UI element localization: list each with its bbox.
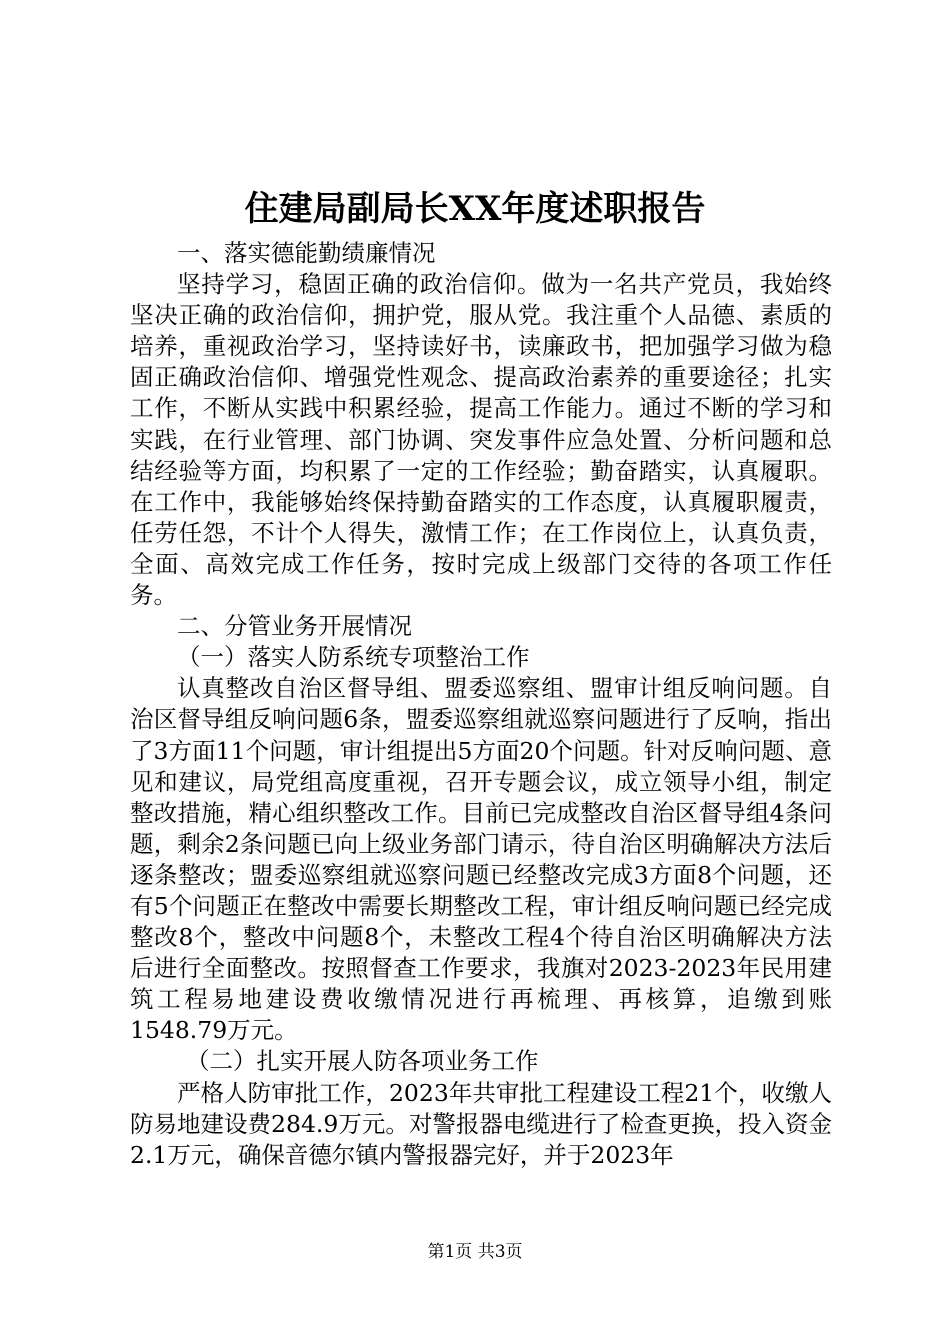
subsection-1-paragraph: 认真整改自治区督导组、盟委巡察组、盟审计组反响问题。自治区督导组反响问题6条，盟委巡察组就巡察问题进行了反响，指出了3方面11个问题，审计组提出5方面20个问题。针对反响问题、意见和建议，局党组高度重视，召开专题会议，成立领导小组，制定整改措施，精心组织整改工作。目前已完成整改自治区督导组4条问题，剩余2条问题已向上级业务部门请示，待自治区明确解决方法后逐条整改；盟委巡察组就巡察问题已经整改完成3方面8个问题，还有5个问题正在整改中需要长期整改工程，审计组反响问题已经完成整改8个，整改中问题8个，未整改工程4个待自治区明确解决方法后进行全面整改。按照督查工作要求，我旗对2023-2023年民用建筑工程易地建设费收缴情况进行再梳理、再核算，追缴到账1548.79万元。 [130, 674, 832, 1045]
subsection-heading-1: （一）落实人防系统专项整治工作 [177, 643, 530, 672]
section-1-paragraph: 坚持学习，稳固正确的政治信仰。做为一名共产党员，我始终坚决正确的政治信仰，拥护党，服从党。我注重个人品德、素质的培养，重视政治学习，坚持读好书，读廉政书，把加强学习做为稳固正确政治信仰、增强党性观念、提高政治素养的重要途径；扎实工作，不断从实践中积累经验，提高工作能力。通过不断的学习和实践，在行业管理、部门协调、突发事件应急处置、分析问题和总结经验等方面，均积累了一定的工作经验；勤奋踏实，认真履职。在工作中，我能够始终保持勤奋踏实的工作态度，认真履职履责，任劳任怨，不计个人得失，激情工作；在工作岗位上，认真负责，全面、高效完成工作任务，按时完成上级部门交待的各项工作任务。 [130, 270, 832, 610]
section-heading-2: 二、分管业务开展情况 [177, 612, 412, 641]
document-body [130, 238, 832, 1171]
page-footer: 第1页 共3页 [427, 1242, 523, 1262]
subsection-heading-2: （二）扎实开展人防各项业务工作 [186, 1047, 539, 1076]
subsection-2-paragraph: 严格人防审批工作，2023年共审批工程建设工程21个，收缴人防易地建设费284.9万元。对警报器电缆进行了检查更换，投入资金2.1万元，确保音德尔镇内警报器完好，并于2023年 [130, 1078, 832, 1169]
section-heading-1: 一、落实德能勤绩廉情况 [177, 239, 436, 267]
document-title: 住建局副局长XX年度述职报告 [244, 189, 706, 229]
